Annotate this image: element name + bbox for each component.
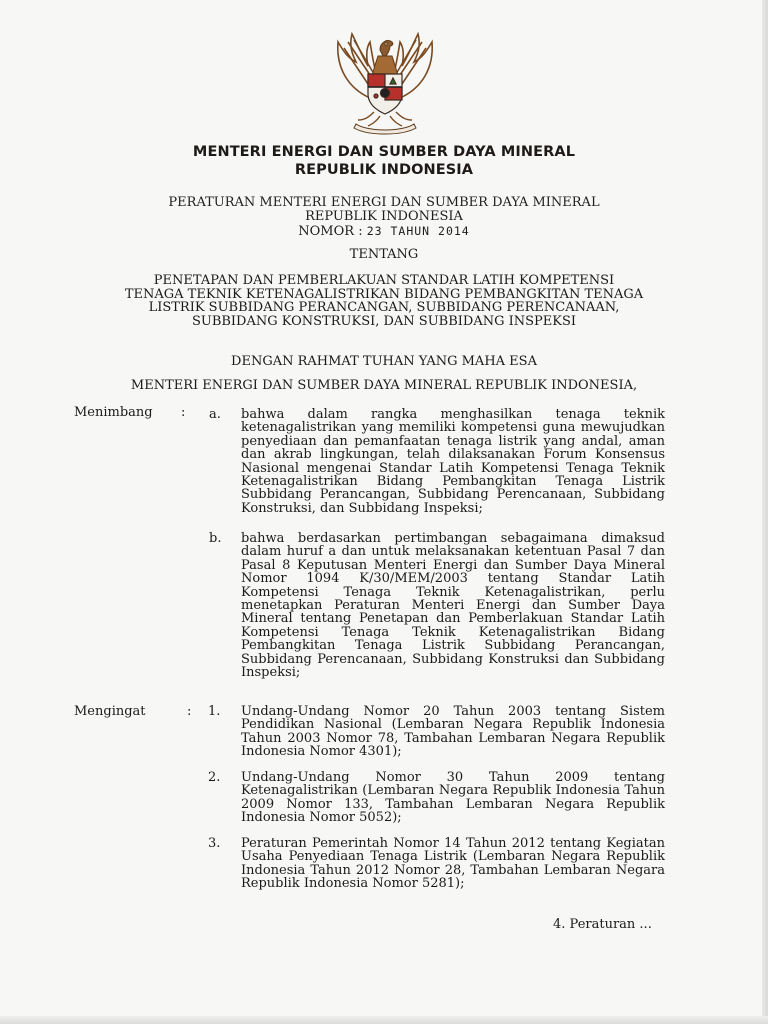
mengingat-marker-1: 1.: [208, 704, 221, 719]
title-line: SUBBIDANG KONSTRUKSI, DAN SUBBIDANG INSPEKSI: [191, 313, 577, 329]
menimbang-colon: :: [181, 405, 186, 420]
title-line: PENETAPAN DAN PEMBERLAKUAN STANDAR LATIH KOMPETENSI: [153, 273, 615, 288]
garuda-emblem-icon: [328, 28, 442, 136]
regulation-line-1: PERATURAN MENTERI ENERGI DAN SUMBER DAYA MINERAL: [168, 195, 600, 210]
regulation-heading: [0, 196, 768, 239]
regulation-line-2: REPUBLIK INDONESIA: [305, 209, 463, 224]
ministry-heading: [0, 143, 768, 179]
mengingat-marker-3: 3.: [208, 836, 221, 851]
regulation-title: [0, 274, 768, 328]
title-line: LISTRIK SUBBIDANG PERANCANGAN, SUBBIDANG PERENCANAAN,: [148, 300, 620, 315]
menimbang-label: Menimbang: [74, 405, 153, 420]
menimbang-marker-a: a.: [209, 407, 221, 422]
title-line: TENAGA TEKNIK KETENAGALISTRIKAN BIDANG PEMBANGKITAN TENAGA: [124, 286, 644, 302]
menimbang-item-a: bahwa dalam rangka menghasilkan tenaga teknik ketenagalistrikan yang memiliki kompetensi guna mewujudkan penyediaan dan pemanfaatan tenaga listrik yang andal, aman dan akrab lingkungan, telah dilaksanakan Forum Konsensus Nasional mengenai Standar Latih Kompetensi Tenaga Teknik Ketenagalistrikan Bidang Pembangkitan Tenaga Listrik Subbidang Perancangan, Subbidang Perencanaan, Subbidang Konstruksi, dan Subbidang Inspeksi;: [241, 407, 665, 516]
ministry-line-1: MENTERI ENERGI DAN SUMBER DAYA MINERAL: [192, 144, 576, 160]
menteri-line: MENTERI ENERGI DAN SUMBER DAYA MINERAL REPUBLIK INDONESIA,: [130, 378, 638, 393]
nomor-value: 23 TAHUN 2014: [366, 224, 470, 238]
mengingat-item-1: Undang-Undang Nomor 20 Tahun 2003 tentang Sistem Pendidikan Nasional (Lembaran Negara Republik Indonesia Tahun 2003 Nomor 78, Tambahan Lembaran Negara Republik Indonesia Nomor 4301);: [241, 704, 665, 760]
ministry-line-2: REPUBLIK INDONESIA: [294, 162, 474, 178]
page-bottom-edge: [0, 1016, 768, 1024]
mengingat-marker-2: 2.: [208, 770, 221, 785]
tentang-heading: TENTANG: [349, 247, 419, 262]
nomor-label: NOMOR :: [298, 224, 363, 239]
menimbang-item-b: bahwa berdasarkan pertimbangan sebagaimana dimaksud dalam huruf a dan untuk melaksanakan ketentuan Pasal 7 dan Pasal 8 Keputusan Menteri Energi dan Sumber Daya Mineral Nomor 1094 K/30/MEM/2003 tentang Standar Latih Kompetensi Tenaga Teknik Ketenagalistrikan, perlu menetapkan Peraturan Menteri Energi dan Sumber Daya Mineral tentang Penetapan dan Pemberlakuan Standar Latih Kompetensi Tenaga Teknik Ketenagalistrikan Bidang Pembangkitan Tenaga Listrik Subbidang Perancangan, Subbidang Perencanaan, Subbidang Konstruksi dan Subbidang Inspeksi;: [241, 531, 665, 681]
menimbang-marker-b: b.: [209, 531, 222, 546]
continuation-catchword: 4. Peraturan ...: [553, 917, 652, 932]
regulation-number: [0, 224, 768, 239]
mengingat-item-3: Peraturan Pemerintah Nomor 14 Tahun 2012 tentang Kegiatan Usaha Penyediaan Tenaga Listrik (Lembaran Negara Republik Indonesia Tahun 2012 Nomor 28, Tambahan Lembaran Negara Republik Indonesia Nomor 5281);: [241, 836, 665, 892]
mengingat-item-2: Undang-Undang Nomor 30 Tahun 2009 tentang Ketenagalistrikan (Lembaran Negara Republik Indonesia Tahun 2009 Nomor 133, Tambahan Lembaran Negara Republik Indonesia Nomor 5052);: [241, 770, 665, 826]
mengingat-label: Mengingat: [74, 704, 146, 719]
rahmat-line: DENGAN RAHMAT TUHAN YANG MAHA ESA: [231, 354, 537, 369]
mengingat-colon: :: [187, 704, 192, 719]
